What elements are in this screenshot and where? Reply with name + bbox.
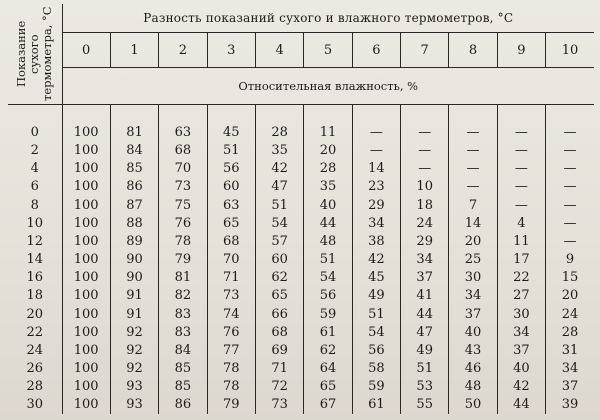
- humidity-cell: 37: [401, 269, 449, 287]
- humidity-cell: —: [497, 141, 545, 159]
- table-row: [8, 141, 594, 159]
- humidity-cell: 83: [159, 305, 207, 323]
- humidity-cell: 34: [497, 323, 545, 341]
- humidity-cell: 20: [304, 141, 352, 159]
- humidity-cell: 29: [401, 232, 449, 250]
- difference-header-8: 8: [449, 33, 497, 68]
- table-row: [8, 123, 594, 141]
- humidity-cell: 64: [304, 359, 352, 377]
- dry-temperature-cell: 12: [8, 232, 62, 250]
- humidity-cell: —: [563, 215, 577, 231]
- dry-temperature-cell: 0: [8, 123, 62, 141]
- humidity-cell: 58: [352, 359, 400, 377]
- humidity-cell: 73: [255, 396, 303, 414]
- humidity-cell: 68: [207, 232, 255, 250]
- humidity-cell: 46: [449, 359, 497, 377]
- humidity-cell: 22: [497, 269, 545, 287]
- humidity-cell: 92: [110, 359, 158, 377]
- humidity-cell: 78: [207, 359, 255, 377]
- humidity-cell: 89: [110, 232, 158, 250]
- humidity-table-body: [8, 105, 594, 415]
- humidity-cell: 70: [207, 250, 255, 268]
- humidity-cell: 73: [207, 287, 255, 305]
- humidity-cell: 93: [110, 396, 158, 414]
- humidity-cell: 30: [497, 305, 545, 323]
- humidity-cell: 54: [352, 323, 400, 341]
- humidity-cell: —: [563, 161, 577, 177]
- difference-header-1: 1: [110, 33, 158, 68]
- humidity-cell: 100: [62, 123, 110, 141]
- humidity-cell: 100: [62, 160, 110, 178]
- dry-temperature-cell: 10: [8, 214, 62, 232]
- humidity-cell: 20: [561, 288, 579, 304]
- humidity-cell: 50: [449, 396, 497, 414]
- humidity-cell: 100: [62, 250, 110, 268]
- humidity-cell: 62: [304, 341, 352, 359]
- difference-header-6: 6: [352, 33, 400, 68]
- table-row: [8, 341, 594, 359]
- humidity-cell: 68: [159, 141, 207, 159]
- humidity-cell: 72: [255, 378, 303, 396]
- humidity-cell: —: [497, 123, 545, 141]
- humidity-cell: 42: [497, 378, 545, 396]
- humidity-cell: 74: [207, 305, 255, 323]
- humidity-cell: 37: [497, 341, 545, 359]
- humidity-cell: —: [449, 178, 497, 196]
- humidity-cell: 44: [304, 214, 352, 232]
- humidity-cell: 20: [449, 232, 497, 250]
- humidity-cell: 49: [352, 287, 400, 305]
- dry-temperature-cell: 8: [8, 196, 62, 214]
- humidity-cell: 100: [62, 396, 110, 414]
- humidity-cell: 85: [159, 378, 207, 396]
- humidity-cell: 63: [159, 123, 207, 141]
- humidity-cell: 14: [449, 214, 497, 232]
- humidity-cell: 86: [110, 178, 158, 196]
- dry-temperature-cell: 22: [8, 323, 62, 341]
- humidity-cell: 48: [304, 232, 352, 250]
- humidity-cell: 57: [255, 232, 303, 250]
- humidity-cell: 66: [255, 305, 303, 323]
- humidity-cell: 86: [159, 396, 207, 414]
- humidity-cell: 100: [62, 323, 110, 341]
- humidity-cell: 51: [401, 359, 449, 377]
- humidity-cell: 29: [352, 196, 400, 214]
- dry-temperature-cell: 24: [8, 341, 62, 359]
- humidity-cell: 85: [159, 359, 207, 377]
- humidity-cell: 14: [352, 160, 400, 178]
- humidity-cell: 55: [401, 396, 449, 414]
- table-row: [8, 160, 594, 178]
- humidity-cell: 60: [207, 178, 255, 196]
- humidity-cell: 37: [449, 305, 497, 323]
- humidity-cell: 91: [110, 305, 158, 323]
- humidity-cell: 45: [207, 123, 255, 141]
- humidity-cell: 90: [110, 269, 158, 287]
- humidity-cell: 48: [449, 378, 497, 396]
- humidity-cell: 100: [62, 214, 110, 232]
- humidity-cell: 70: [159, 160, 207, 178]
- humidity-cell: 54: [255, 214, 303, 232]
- table-row: [8, 250, 594, 268]
- humidity-cell: 65: [304, 378, 352, 396]
- humidity-cell: 40: [497, 359, 545, 377]
- humidity-cell: —: [563, 142, 577, 158]
- table-row: [8, 287, 594, 305]
- humidity-cell: —: [563, 124, 577, 140]
- humidity-cell: 34: [352, 214, 400, 232]
- humidity-cell: 24: [401, 214, 449, 232]
- humidity-cell: 76: [159, 214, 207, 232]
- humidity-cell: 59: [352, 378, 400, 396]
- humidity-cell: 9: [565, 252, 575, 268]
- humidity-cell: 25: [449, 250, 497, 268]
- humidity-cell: 40: [449, 323, 497, 341]
- humidity-cell: 27: [497, 287, 545, 305]
- humidity-cell: 23: [352, 178, 400, 196]
- humidity-cell: 100: [62, 141, 110, 159]
- table-row: [8, 232, 594, 250]
- dry-temperature-cell: 30: [8, 396, 62, 414]
- humidity-cell: 51: [255, 196, 303, 214]
- humidity-cell: 79: [207, 396, 255, 414]
- table-row: [8, 378, 594, 396]
- dry-thermometer-header-text: Показание сухого термометра, °C: [14, 6, 55, 102]
- humidity-cell: 18: [401, 196, 449, 214]
- humidity-cell: —: [401, 123, 449, 141]
- humidity-cell: 92: [110, 341, 158, 359]
- humidity-cell: 41: [401, 287, 449, 305]
- humidity-subheader: Относительная влажность, %: [62, 68, 594, 105]
- humidity-cell: 78: [207, 378, 255, 396]
- dry-temperature-cell: 14: [8, 250, 62, 268]
- humidity-cell: 90: [110, 250, 158, 268]
- humidity-cell: 100: [62, 378, 110, 396]
- humidity-cell: —: [497, 196, 545, 214]
- humidity-cell: 77: [207, 341, 255, 359]
- humidity-cell: 60: [255, 250, 303, 268]
- humidity-cell: 65: [207, 214, 255, 232]
- humidity-cell: 53: [401, 378, 449, 396]
- dry-temperature-cell: 26: [8, 359, 62, 377]
- difference-values-row: [8, 33, 594, 68]
- humidity-cell: —: [401, 160, 449, 178]
- dry-temperature-cell: 2: [8, 141, 62, 159]
- humidity-cell: 78: [159, 232, 207, 250]
- humidity-cell: 84: [110, 141, 158, 159]
- humidity-cell: 51: [207, 141, 255, 159]
- humidity-cell: 15: [561, 270, 579, 286]
- dry-temperature-cell: 18: [8, 287, 62, 305]
- humidity-cell: 38: [352, 232, 400, 250]
- humidity-cell: 87: [110, 196, 158, 214]
- humidity-cell: 11: [304, 123, 352, 141]
- table-row: [8, 323, 594, 341]
- humidity-cell: 42: [352, 250, 400, 268]
- humidity-cell: 37: [561, 379, 579, 395]
- humidity-cell: 100: [62, 269, 110, 287]
- humidity-cell: 56: [304, 287, 352, 305]
- humidity-cell: 56: [207, 160, 255, 178]
- humidity-cell: 11: [497, 232, 545, 250]
- humidity-cell: 63: [207, 196, 255, 214]
- psychrometric-table: [8, 4, 594, 414]
- dry-temperature-cell: 28: [8, 378, 62, 396]
- humidity-cell: —: [563, 197, 577, 213]
- humidity-cell: 59: [304, 305, 352, 323]
- table-row: [8, 178, 594, 196]
- humidity-cell: 93: [110, 378, 158, 396]
- difference-header-2: 2: [159, 33, 207, 68]
- humidity-cell: 82: [159, 287, 207, 305]
- humidity-cell: 28: [255, 123, 303, 141]
- humidity-cell: 4: [497, 214, 545, 232]
- humidity-cell: 91: [110, 287, 158, 305]
- humidity-cell: —: [449, 160, 497, 178]
- humidity-cell: 62: [255, 269, 303, 287]
- humidity-cell: 42: [255, 160, 303, 178]
- difference-header-3: 3: [207, 33, 255, 68]
- humidity-cell: 83: [159, 323, 207, 341]
- humidity-cell: 100: [62, 341, 110, 359]
- dry-temperature-cell: 20: [8, 305, 62, 323]
- humidity-cell: 35: [304, 178, 352, 196]
- table-row: [8, 269, 594, 287]
- humidity-cell: —: [497, 178, 545, 196]
- humidity-cell: 34: [561, 361, 579, 377]
- dry-temperature-cell: 4: [8, 160, 62, 178]
- humidity-cell: 49: [401, 341, 449, 359]
- dry-temperature-cell: 6: [8, 178, 62, 196]
- humidity-cell: 43: [449, 341, 497, 359]
- humidity-cell: 100: [62, 196, 110, 214]
- humidity-cell: 61: [352, 396, 400, 414]
- humidity-cell: 39: [561, 397, 579, 413]
- humidity-cell: —: [449, 141, 497, 159]
- humidity-cell: —: [449, 123, 497, 141]
- humidity-cell: 76: [207, 323, 255, 341]
- humidity-cell: 34: [401, 250, 449, 268]
- difference-header-4: 4: [255, 33, 303, 68]
- humidity-cell: 7: [449, 196, 497, 214]
- humidity-cell: 100: [62, 359, 110, 377]
- humidity-cell: 24: [561, 306, 579, 322]
- humidity-cell: 84: [159, 341, 207, 359]
- humidity-cell: 35: [255, 141, 303, 159]
- humidity-cell: 81: [110, 123, 158, 141]
- humidity-cell: 68: [255, 323, 303, 341]
- humidity-cell: 65: [255, 287, 303, 305]
- difference-header-5: 5: [304, 33, 352, 68]
- humidity-cell: 75: [159, 196, 207, 214]
- humidity-cell: —: [497, 160, 545, 178]
- difference-header-9: 9: [497, 33, 545, 68]
- humidity-cell: 71: [255, 359, 303, 377]
- humidity-cell: 51: [352, 305, 400, 323]
- humidity-cell: 30: [449, 269, 497, 287]
- humidity-cell: 34: [449, 287, 497, 305]
- humidity-cell: 44: [497, 396, 545, 414]
- humidity-cell: 79: [159, 250, 207, 268]
- humidity-cell: 47: [401, 323, 449, 341]
- humidity-cell: 81: [159, 269, 207, 287]
- table-row: [8, 214, 594, 232]
- difference-header-10: 10: [546, 33, 594, 68]
- table-row: [8, 359, 594, 377]
- difference-header-0: 0: [62, 33, 110, 68]
- humidity-cell: 28: [304, 160, 352, 178]
- humidity-cell: 45: [352, 269, 400, 287]
- humidity-cell: 69: [255, 341, 303, 359]
- difference-title: Разность показаний сухого и влажного термометров, °C: [62, 4, 594, 33]
- table-row: [8, 196, 594, 214]
- humidity-cell: 73: [159, 178, 207, 196]
- humidity-cell: 40: [304, 196, 352, 214]
- humidity-cell: —: [352, 141, 400, 159]
- humidity-cell: 44: [401, 305, 449, 323]
- humidity-cell: 100: [62, 178, 110, 196]
- humidity-cell: 56: [352, 341, 400, 359]
- humidity-cell: 47: [255, 178, 303, 196]
- humidity-cell: 92: [110, 323, 158, 341]
- spacer-row: [8, 105, 594, 124]
- humidity-cell: —: [563, 179, 577, 195]
- humidity-cell: 100: [62, 287, 110, 305]
- humidity-cell: 100: [62, 232, 110, 250]
- humidity-cell: 51: [304, 250, 352, 268]
- table-row: [8, 396, 594, 414]
- humidity-cell: 71: [207, 269, 255, 287]
- humidity-cell: 100: [62, 305, 110, 323]
- humidity-cell: 28: [561, 324, 579, 340]
- table-row: [8, 305, 594, 323]
- dry-temperature-cell: 16: [8, 269, 62, 287]
- humidity-cell: 88: [110, 214, 158, 232]
- dry-thermometer-header: [8, 4, 62, 105]
- humidity-cell: 61: [304, 323, 352, 341]
- humidity-cell: —: [563, 233, 577, 249]
- humidity-cell: 10: [401, 178, 449, 196]
- humidity-cell: 85: [110, 160, 158, 178]
- humidity-cell: —: [401, 141, 449, 159]
- humidity-cell: 17: [497, 250, 545, 268]
- difference-header-7: 7: [401, 33, 449, 68]
- humidity-cell: 31: [561, 342, 579, 358]
- humidity-cell: 67: [304, 396, 352, 414]
- humidity-cell: —: [352, 123, 400, 141]
- humidity-cell: 54: [304, 269, 352, 287]
